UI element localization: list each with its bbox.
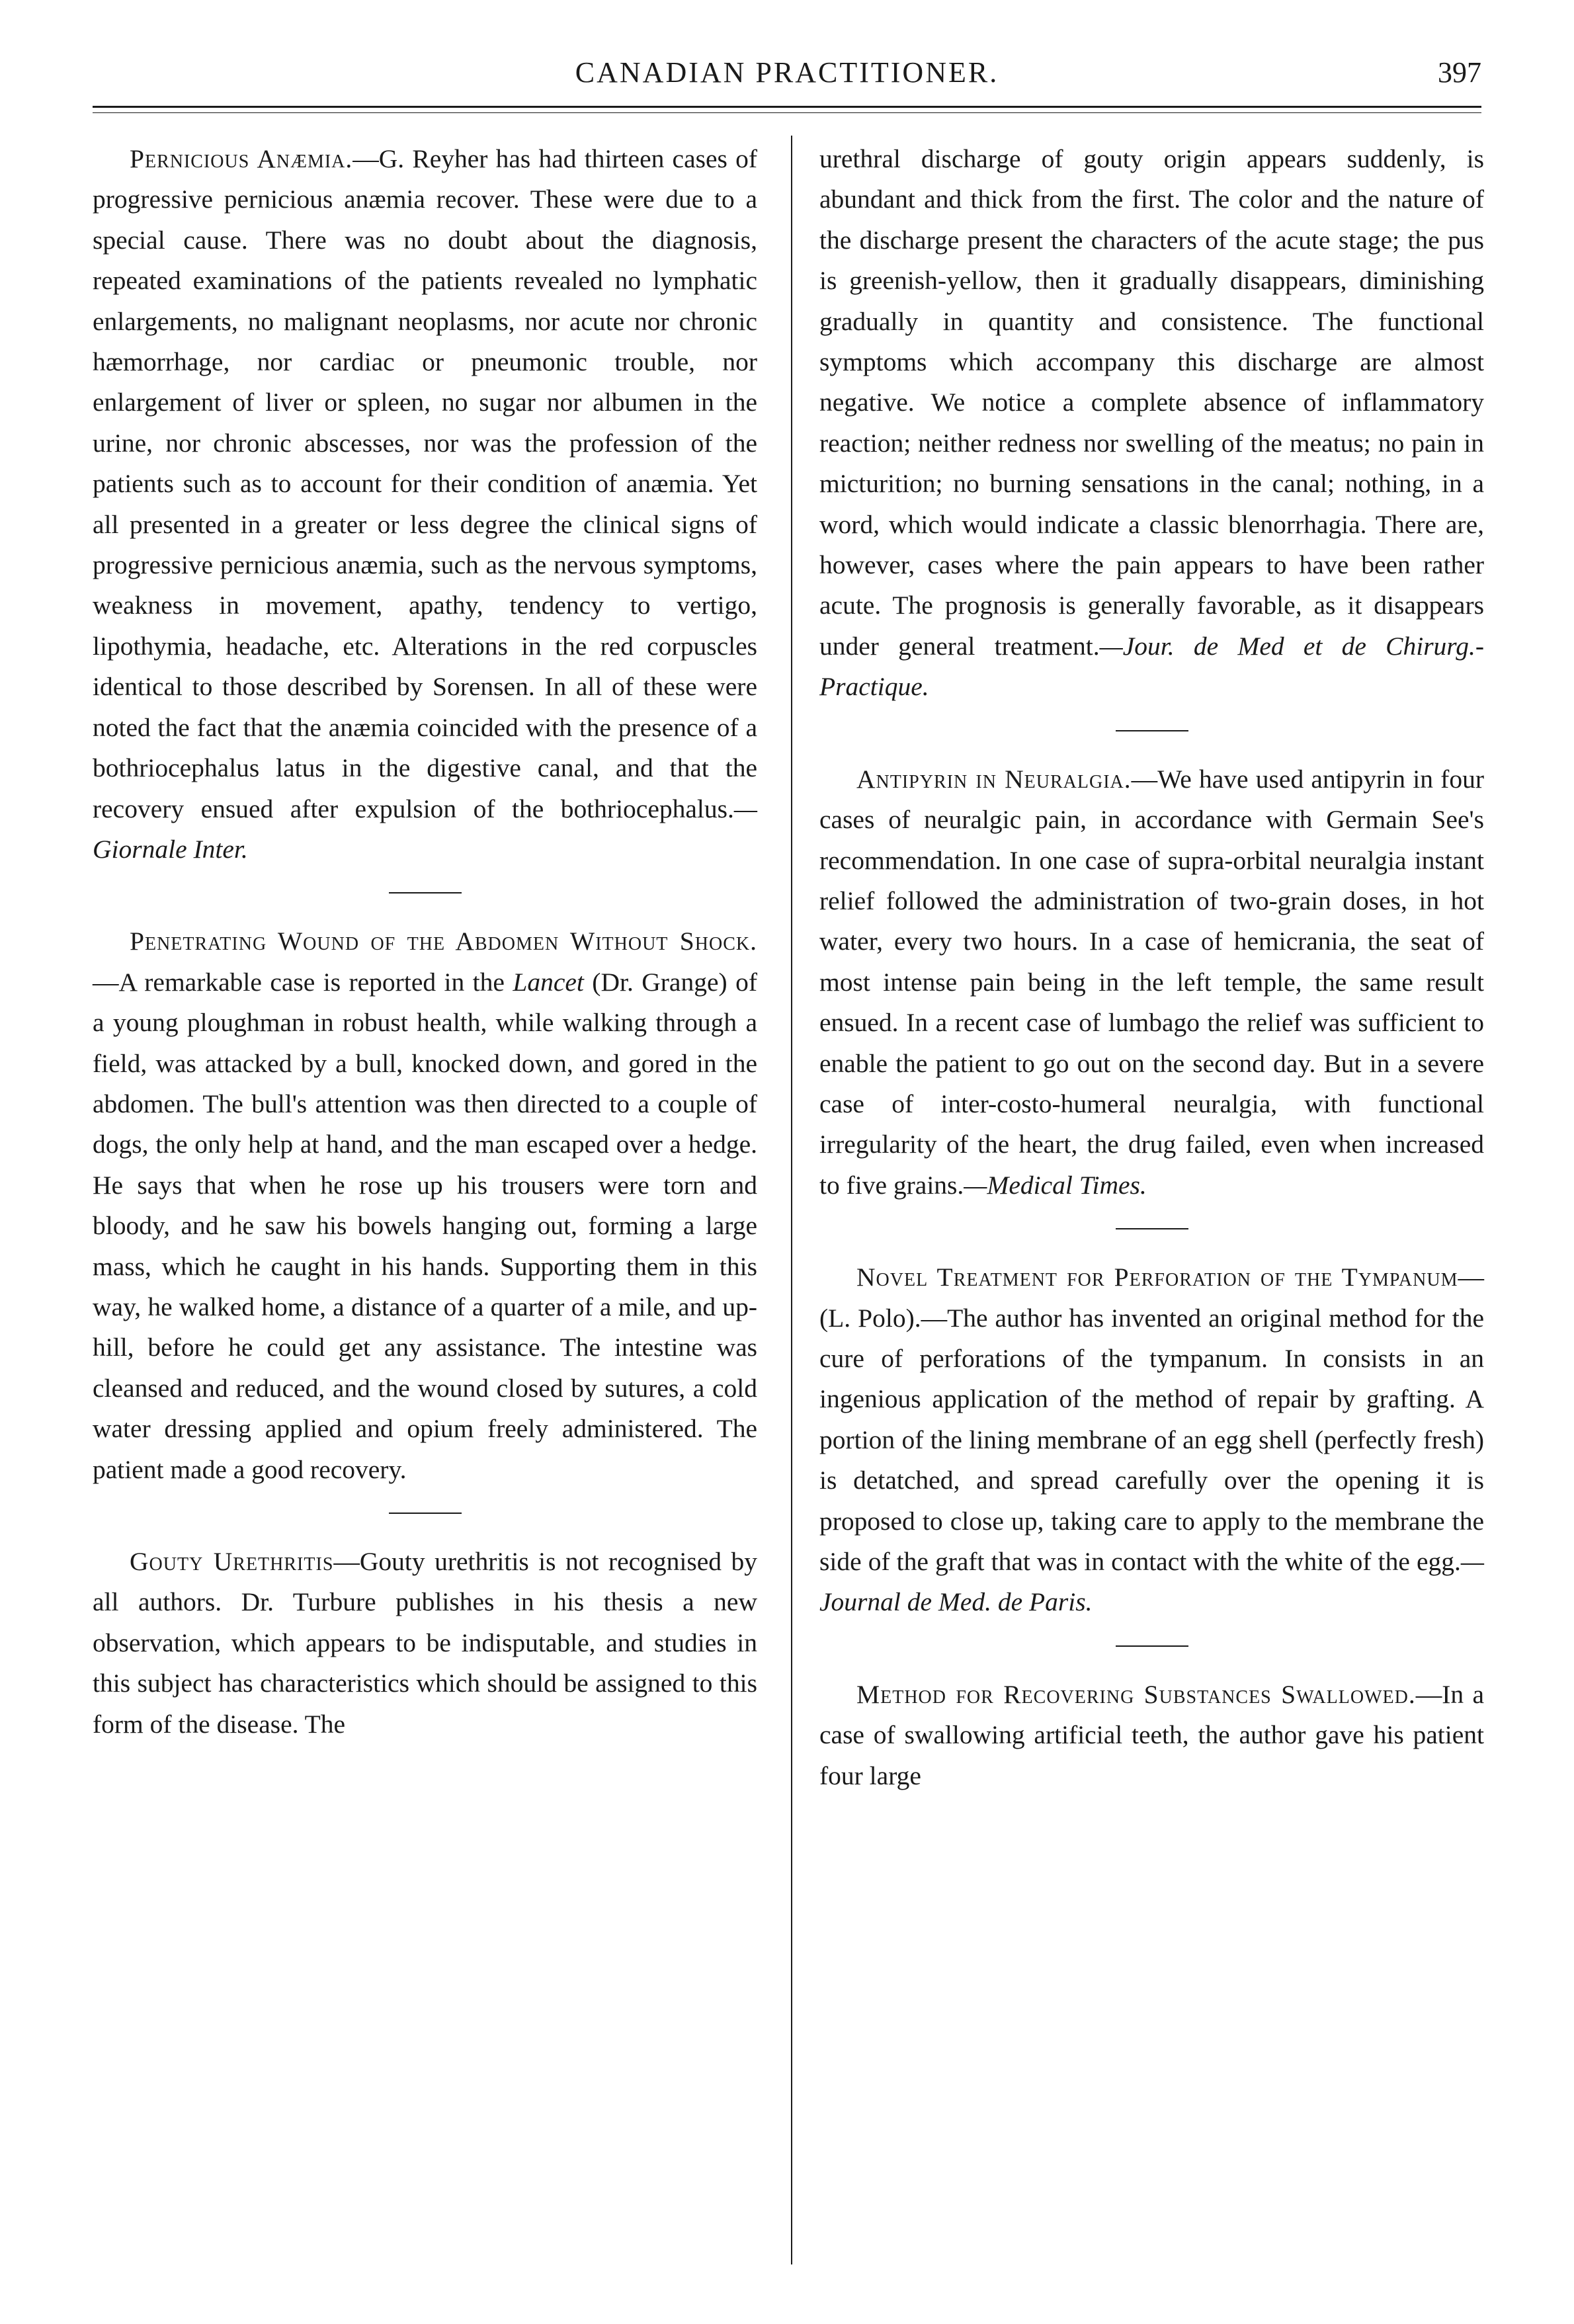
column-divider [791, 136, 792, 2264]
article-body: —We have used antipyrin in four cases of neuralgic pain, in accordance with Germain See's recommendation. In one case of supra-orbital neuralgia instant relief followed the administration of two-grain doses, in hot water, every two hours. In a case of hemicrania, the seat of most intense pain being in the left temple, the same result ensued. In a recent case of lumbago the relief was sufficient to enable the patient to go out on the second day. But in a severe case of inter-costo-humeral neuralgia, with functional irregularity of the heart, the drug failed, even when increased to five grains. [819, 764, 1484, 1200]
article-title: Antipyrin in Neuralgia. [856, 764, 1132, 794]
article-citation: —Medical Times. [964, 1170, 1147, 1200]
section-separator [389, 1513, 462, 1514]
journal-title: CANADIAN PRACTITIONER. [575, 56, 999, 89]
section-separator [1116, 1645, 1188, 1647]
page-number: 397 [1438, 56, 1481, 89]
article-title: Gouty Urethritis [130, 1547, 334, 1576]
article-body: —(L. Polo).—The author has invented an original method for the cure of perforations of the tympanum. In consists in an ingenious application of the method of repair by grafting. A portion of the lining membrane of an egg shell (perfectly fresh) is detatched, and spread carefully over the opening it is proposed to close up, taking care to apply to the membrane the side of the graft that was in contact with the white of the egg. [819, 1263, 1484, 1576]
article-penetrating-wound [93, 921, 757, 1490]
article-title: Novel Treatment for Perforation of the Tympanum [856, 1263, 1458, 1292]
article-gouty-urethritis [93, 1542, 757, 1745]
article-citation: —Giornale Inter. [93, 794, 757, 864]
article-method-recovering [819, 1675, 1484, 1796]
header-rule [93, 106, 1481, 108]
left-column [93, 139, 757, 1745]
running-head [93, 56, 1481, 102]
article-body: —In a case of swallowing artificial teeth, the author gave his patient four large [819, 1679, 1485, 1790]
article-body: urethral discharge of gouty origin appears suddenly, is abundant and thick from the first. The color and the nature of the discharge present the characters of the acute stage; the pus is greenish-yellow, then it gradually disappears, diminishing gradually in quantity and consistence. The functional symptoms which accompany this discharge are almost negative. We notice a complete absence of inflammatory reaction; neither redness nor swelling of the meatus; no pain in micturition; no burning sensations in the canal; nothing, in a word, which would indicate a classic blenorrhagia. There are, however, cases where the pain appears to have been rather acute. The prognosis is generally favorable, as it disappears under general treatment. [819, 144, 1484, 661]
article-citation: —Journal de Med. de Paris. [819, 1547, 1484, 1617]
article-pernicious-anaemia [93, 139, 757, 870]
article-body: —Gouty urethritis is not recognised by all authors. Dr. Turbure publishes in his thesis a new observation, which appears to be indisputable, and studies in this subject has characteristics which should be assigned to this form of the disease. The [93, 1547, 757, 1739]
header-rule-thin [93, 112, 1481, 113]
article-title: Pernicious Anæmia. [130, 144, 353, 173]
article-gouty-urethritis-continued [819, 139, 1484, 708]
section-separator [1116, 1228, 1188, 1229]
article-body: —A remarkable case is reported in the [93, 967, 513, 997]
section-separator [1116, 730, 1188, 731]
article-novel-treatment [819, 1257, 1484, 1623]
article-antipyrin-neuralgia [819, 759, 1484, 1206]
right-column [819, 139, 1484, 1796]
article-citation: —Jour. de Med et de Chirurg.-Practique. [819, 631, 1484, 702]
journal-name-lancet: Lancet [513, 967, 584, 997]
article-body-continued: (Dr. Grange) of a young ploughman in robust health, while walking through a field, was attacked by a bull, knocked down, and gored in the abdomen. The bull's attention was then directed to a couple of dogs, the only help at hand, and the man escaped over a hedge. He says that when he rose up his trousers were torn and bloody, and he saw his bowels hanging out, forming a large mass, which he caught in his hands. Supporting them in this way, he walked home, a distance of a quarter of a mile, and up-hill, before he could get any assistance. The intestine was cleansed and reduced, and the wound closed by sutures, a cold water dressing applied and opium freely administered. The patient made a good recovery. [93, 967, 757, 1484]
section-separator [389, 892, 462, 893]
article-title: Method for Recovering Substances Swallowed. [856, 1679, 1416, 1709]
article-title: Penetrating Wound of the Abdomen Without Shock. [130, 927, 757, 956]
article-body: —G. Reyher has had thirteen cases of progressive pernicious anæmia recover. These were due to a special cause. There was no doubt about the diagnosis, repeated examinations of the patients revealed no lymphatic enlargements, no malignant neoplasms, nor acute nor chronic hæmorrhage, nor cardiac or pneumonic trouble, nor enlargement of liver or spleen, no sugar nor albumen in the urine, nor chronic abscesses, nor was the profession of the patients such as to account for their condition of anæmia. Yet all presented in a greater or less degree the clinical signs of progressive pernicious anæmia, such as the nervous symptoms, weakness in movement, apathy, tendency to vertigo, lipothymia, headache, etc. Alterations in the red corpuscles identical to those described by Sorensen. In all of these were noted the fact that the anæmia coincided with the presence of a bothriocephalus latus in the digestive canal, and that the recovery ensued after expulsion of the bothriocephalus. [93, 144, 757, 823]
